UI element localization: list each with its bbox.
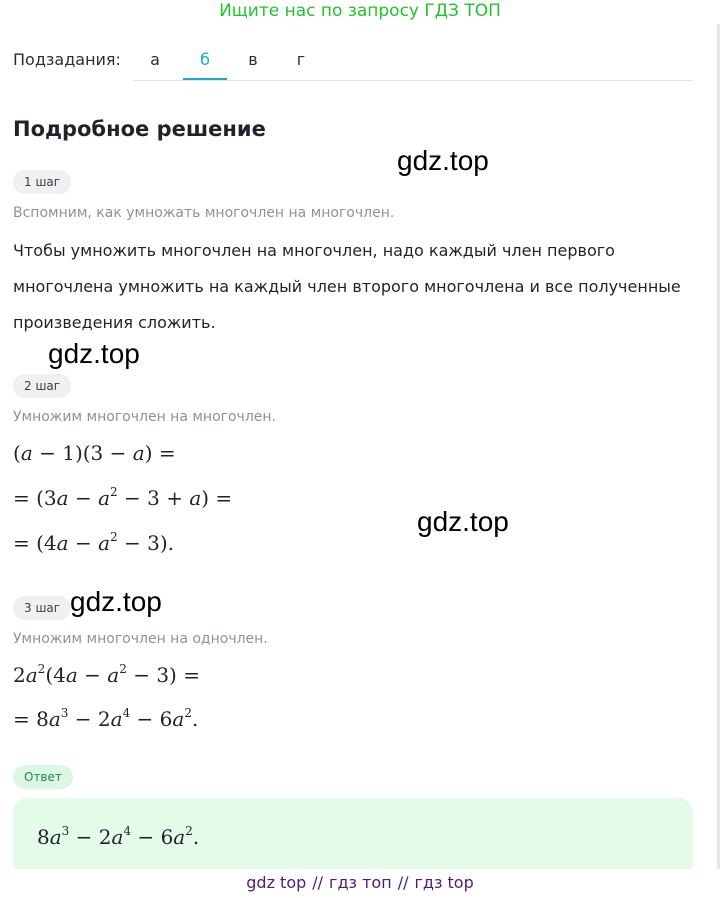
watermark: gdz.top (48, 338, 140, 369)
tab-b[interactable]: б (183, 50, 227, 80)
footer (0, 869, 720, 898)
step-2-hint: Умножим многочлен на многочлен. (13, 409, 276, 425)
footer-link-gdz-top-mixed[interactable]: гдз top (414, 873, 474, 892)
step-1-hint: Вспомним, как умножать многочлен на многочлен. (13, 205, 395, 221)
subtasks-bar (13, 46, 693, 81)
footer-separator: // (312, 873, 324, 892)
watermark: gdz.top (70, 586, 162, 617)
step-1-line-2: многочлена умножить на каждый член второго многочлена и все полученные (13, 277, 681, 296)
step-3-badge: 3 шаг (13, 596, 71, 620)
step-3-hint: Умножим многочлен на одночлен. (13, 631, 268, 647)
step-1-line-1: Чтобы умножить многочлен на многочлен, надо каждый член первого (13, 241, 615, 260)
answer-badge: Ответ (13, 765, 73, 789)
tab-a[interactable]: а (150, 50, 160, 69)
step-3-formula-1: $2a^2(4a - a^2 - 3)$ = (13, 662, 200, 687)
footer-separator: // (397, 873, 409, 892)
tab-v[interactable]: в (248, 50, 258, 69)
watermark: gdz.top (417, 506, 509, 537)
answer-box (13, 798, 693, 876)
step-1-badge: 1 шаг (13, 170, 71, 194)
step-3-formula-2: = $8a^3 - 2a^4 - 6a^2$. (13, 706, 199, 731)
step-2-badge: 2 шаг (13, 374, 71, 398)
footer-link-gdz-top[interactable]: gdz top (246, 873, 307, 892)
watermark: gdz.top (397, 145, 489, 176)
step-2-formula-2: = $(3a - a^2 - 3 + a)$ = (13, 485, 233, 510)
footer-link-gdz-top-ru[interactable]: гдз топ (329, 873, 392, 892)
step-1-line-3: произведения сложить. (13, 313, 216, 332)
tab-g[interactable]: г (296, 50, 306, 69)
solution-title: Подробное решение (13, 117, 266, 141)
step-2-formula-1: (a − 1)(3 − a) = (13, 441, 176, 465)
answer-formula: $8a^3 - 2a^4 - 6a^2$. (37, 824, 200, 849)
step-2-formula-3: = $(4a - a^2 - 3)$. (13, 530, 175, 555)
subtasks-label: Подзадания: (13, 50, 121, 69)
promo-banner: Ищите нас по запросу ГДЗ ТОП (219, 1, 501, 21)
step-1-text (13, 233, 703, 341)
subtask-tabs (133, 46, 693, 81)
